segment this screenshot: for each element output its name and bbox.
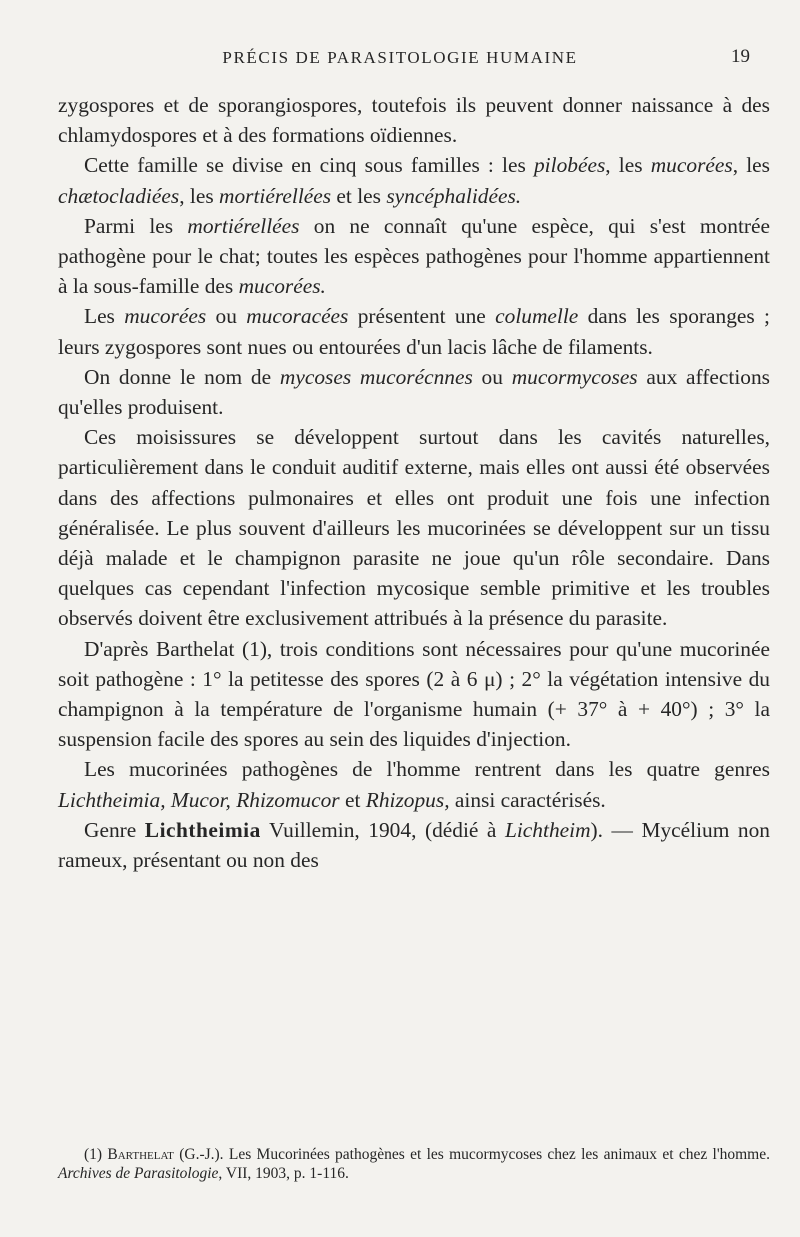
term-italic: mucoracées <box>246 304 349 329</box>
text-run: on ne connaît qu'une espèce, qui s'est montrée pathogène pour le chat; toutes les espèces pathogènes pour l'homme appartiennent à la sous-famille des <box>58 213 770 299</box>
text-run: ou <box>206 304 247 329</box>
term-italic: pilobées <box>533 153 606 178</box>
term-italic: Lichtheim <box>504 817 591 842</box>
footnote-author: Barthelat <box>107 1146 174 1163</box>
text-run: , les <box>732 153 770 178</box>
term-italic: mucorées <box>650 153 733 178</box>
genus-names-italic: Lichtheimia, Mucor, Rhizomucor <box>58 787 340 812</box>
page-number: 19 <box>731 46 750 67</box>
text-run: , VII, 1903, p. 1-116. <box>218 1165 349 1182</box>
term-italic: mortiérellées <box>187 213 300 238</box>
text-run: présentent une <box>348 304 496 329</box>
paragraph <box>58 634 770 755</box>
paragraph <box>58 90 770 150</box>
footnote-marker: (1) <box>84 1146 108 1163</box>
term-italic: mortiérellées <box>219 183 332 208</box>
text-run: On donne le nom de <box>84 364 280 389</box>
text-run: Parmi les <box>84 213 188 238</box>
text-run: ). — Mycélium non rameux, présentant ou non des <box>58 817 770 873</box>
paragraph <box>58 815 770 875</box>
paragraph <box>58 150 770 210</box>
genus-heading: Lichtheimia <box>144 817 261 842</box>
paragraph <box>58 422 770 633</box>
paragraph <box>58 211 770 302</box>
journal-title: Archives de Parasitologie <box>58 1165 219 1182</box>
text-run: aux affections qu'elles produisent. <box>58 364 770 420</box>
paragraph <box>58 301 770 361</box>
term-italic: mucorées <box>124 304 207 329</box>
term-italic: chætocladiées <box>58 183 180 208</box>
running-title: PRÉCIS DE PARASITOLOGIE HUMAINE <box>222 48 578 67</box>
term-italic: syncéphalidées. <box>386 183 522 208</box>
text-run: dans les sporanges ; leurs zygospores sont nues ou entourées d'un lacis lâche de filaments. <box>58 304 770 359</box>
term-italic: mycoses mucorécnnes <box>279 364 473 389</box>
text-run: Les <box>84 304 125 329</box>
term-italic: columelle <box>495 304 579 329</box>
text-run: Vuillemin, 1904, (dédié à <box>260 817 505 842</box>
paragraph <box>58 362 770 422</box>
text-run: D'après Barthelat (1), trois conditions sont nécessaires pour qu'une mucorinée soit pathogène : 1° la petitesse des spores (2 à 6 μ) ; 2° la végétation intensive du champignon à la température de l'organisme humain (+ 37° à + 40°) ; 3° la suspension facile des spores au sein des liquides d'injection. <box>58 636 770 752</box>
text-run: et <box>339 787 366 812</box>
text-run: ainsi caractérisés. <box>449 787 606 812</box>
text-run: ou <box>472 364 512 389</box>
text-run: , les <box>179 183 219 208</box>
text-run: Cette famille se divise en cinq sous familles : les <box>84 153 534 178</box>
text-run: (G.-J.). Les Mucorinées pathogènes et les mucormycoses chez les animaux et chez l'homme. <box>173 1146 770 1163</box>
text-run: , les <box>605 153 651 178</box>
text-run: Genre <box>84 817 145 842</box>
term-italic: mucormycoses <box>511 364 638 389</box>
main-text <box>58 90 770 875</box>
text-run: et les <box>331 183 387 208</box>
text-run: zygospores et de sporangiospores, toutefois ils peuvent donner naissance à des chlamydospores et à des formations oïdiennes. <box>58 93 770 148</box>
genus-name-italic: Rhizopus, <box>365 787 450 812</box>
paragraph <box>58 754 770 814</box>
text-run: Les mucorinées pathogènes de l'homme rentrent dans les quatre genres <box>84 757 770 782</box>
term-italic: mucorées. <box>238 274 326 299</box>
text-run: Ces moisissures se développent surtout dans les cavités naturelles, particulièrement dans le conduit auditif externe, mais elles ont aussi été observées dans des affections pulmonaires et elles ont produit une fois une infection généralisée. Le plus souvent d'ailleurs les mucorinées se développent sur un tissu déjà malade et le champignon parasite ne joue qu'un rôle secondaire. Dans quelques cas cependant l'infection mycosique semble primitive et les troubles observés doivent être exclusivement attribués à la présence du parasite. <box>58 425 770 631</box>
footnote-text <box>58 1145 770 1183</box>
footnote <box>58 1145 770 1183</box>
